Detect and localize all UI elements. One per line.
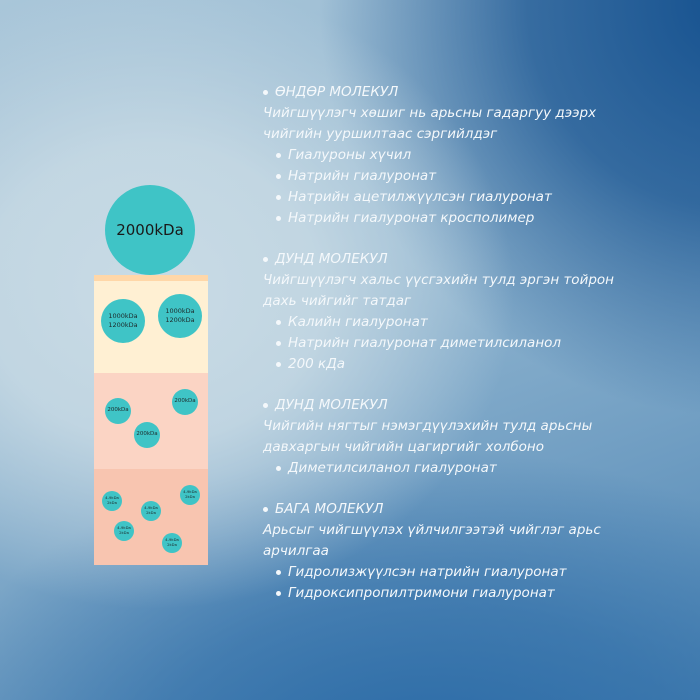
group-description-line: Чийгшүүлэгч хальс үүсгэхийн тулд эргэн тойрон [263, 272, 614, 288]
group-description-line: чийгийн ууршилтаас сэргийлдэг [263, 126, 498, 142]
molecule-low: 4-9kDa 2kDa [162, 533, 182, 553]
group-heading: ДУНД МОЛЕКУЛ [263, 395, 693, 416]
group-heading: БАГА МОЛЕКУЛ [263, 499, 693, 520]
group-heading: ДУНД МОЛЕКУЛ [263, 249, 693, 270]
group-medium-molecule [263, 249, 693, 375]
ingredient-item: 200 кДа [263, 354, 693, 375]
group-description-line: Чийгшүүлэгч хөшиг нь арьсны гадаргуу дээрх [263, 105, 597, 121]
molecule-low: 4-9kDa 2kDa [141, 501, 161, 521]
skin-layer-middle [94, 373, 208, 469]
skin-layer-top [94, 281, 208, 373]
molecule-high: 1000kDa 1200kDa [101, 299, 145, 343]
group-description-line: дахь чийгийг татдаг [263, 293, 412, 309]
molecule-2000kda [105, 185, 195, 275]
molecule-label: 2000kDa [116, 221, 184, 239]
skin-layer-bottom [94, 469, 208, 565]
group-description-line: арчилгаа [263, 543, 329, 559]
ingredient-item: Натрийн ацетилжүүлсэн гиалуронат [263, 187, 693, 208]
molecule-low: 4-9kDa 2kDa [102, 491, 122, 511]
molecule-medium: 200kDa [134, 422, 160, 448]
group-medium-molecule-2 [263, 395, 693, 479]
molecule-high: 1000kDa 1200kDa [158, 294, 202, 338]
ingredient-item: Натрийн гиалуронат диметилсиланол [263, 333, 693, 354]
ingredient-item: Диметилсиланол гиалуронат [263, 458, 693, 479]
group-description-line: Чийгийн нягтыг нэмэгдүүлэхийн тулд арьсны [263, 418, 593, 434]
ingredient-item: Натрийн гиалуронат [263, 166, 693, 187]
group-description-line: Арьсыг чийгшүүлэх үйлчилгээтэй чийглэг арьс [263, 522, 601, 538]
group-high-molecule [263, 82, 693, 229]
ingredient-item: Калийн гиалуронат [263, 312, 693, 333]
molecule-groups-list [263, 82, 693, 624]
molecule-medium: 200kDa [105, 398, 131, 424]
group-low-molecule [263, 499, 693, 604]
group-heading: ӨНДӨР МОЛЕКУЛ [263, 82, 693, 103]
ingredient-item: Гидролизжүүлсэн натрийн гиалуронат [263, 562, 693, 583]
molecule-medium: 200kDa [172, 389, 198, 415]
ingredient-item: Гидроксипропилтримони гиалуронат [263, 583, 693, 604]
group-description-line: давхаргын чийгийн цагиргийг холбоно [263, 439, 545, 455]
molecule-size-diagram [0, 0, 240, 700]
ingredient-item: Натрийн гиалуронат кросполимер [263, 208, 693, 229]
molecule-low: 4-9kDa 2kDa [114, 521, 134, 541]
ingredient-item: Гиалуроны хүчил [263, 145, 693, 166]
molecule-low: 4-9kDa 2kDa [180, 485, 200, 505]
skin-layers [94, 275, 208, 565]
